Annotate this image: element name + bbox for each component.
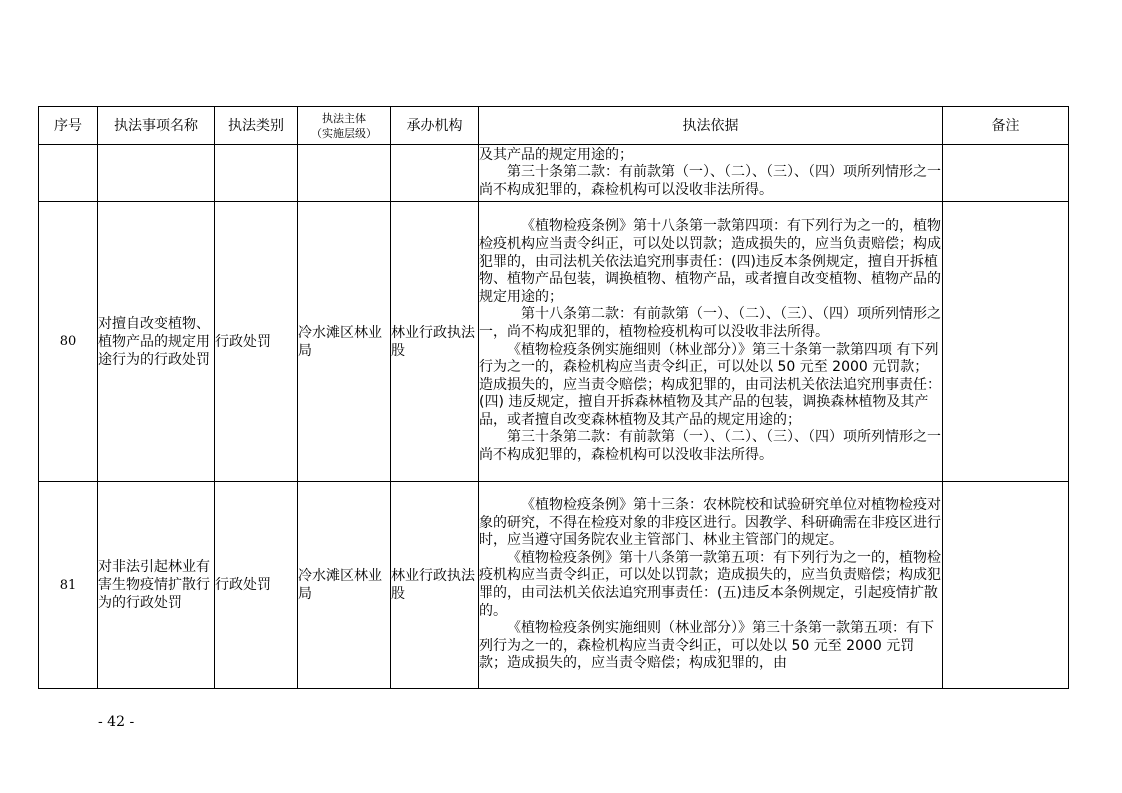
table-row bbox=[39, 145, 1069, 202]
row-subject: 冷水滩区林业局 bbox=[298, 482, 391, 689]
row-seq: 80 bbox=[39, 202, 98, 482]
basis-paragraph: 第三十条第二款：有前款第（一）、（二）、（三）、（四）项所列情形之一尚不构成犯罪的，森检机构可以没收非法所得。 bbox=[479, 429, 941, 464]
row-name: 对擅自改变植物、植物产品的规定用途行为的行政处罚 bbox=[98, 202, 215, 482]
header-subject-line2: （实施层级） bbox=[311, 126, 377, 140]
table-row bbox=[39, 482, 1069, 689]
row-basis bbox=[479, 482, 943, 689]
table-row bbox=[39, 202, 1069, 482]
row-basis bbox=[479, 202, 943, 482]
row-category: 行政处罚 bbox=[215, 482, 298, 689]
row-category bbox=[215, 145, 298, 202]
header-row bbox=[39, 107, 1069, 145]
header-subject bbox=[298, 107, 391, 145]
basis-paragraph: 第三十条第二款：有前款第（一）、（二）、（三）、（四）项所列情形之一尚不构成犯罪的，森检机构可以没收非法所得。 bbox=[479, 164, 941, 198]
basis-paragraph: 《植物检疫条例》第十三条：农林院校和试验研究单位对植物检疫对象的研究，不得在检疫对象的非疫区进行。因教学、科研确需在非疫区进行时，应当遵守国务院农业主管部门、林业主管部门的规定。 bbox=[479, 497, 941, 549]
header-basis: 执法依据 bbox=[479, 107, 943, 145]
row-name bbox=[98, 145, 215, 202]
row-category: 行政处罚 bbox=[215, 202, 298, 482]
row-subject bbox=[298, 145, 391, 202]
row-remark bbox=[943, 202, 1069, 482]
header-subject-line1: 执法主体 bbox=[322, 111, 366, 125]
row-subject: 冷水滩区林业局 bbox=[298, 202, 391, 482]
page-number: - 42 - bbox=[98, 714, 135, 730]
basis-paragraph: 第十八条第二款：有前款第（一）、（二）、（三）、（四）项所列情形之一，尚不构成犯罪的，植物检疫机构可以没收非法所得。 bbox=[479, 306, 941, 340]
header-org: 承办机构 bbox=[391, 107, 479, 145]
row-name: 对非法引起林业有害生物疫情扩散行为的行政处罚 bbox=[98, 482, 215, 689]
row-org bbox=[391, 145, 479, 202]
header-category: 执法类别 bbox=[215, 107, 298, 145]
basis-paragraph: 《植物检疫条例》第十八条第一款第五项：有下列行为之一的，植物检疫机构应当责令纠正，可以处以罚款；造成损失的，应当负责赔偿；构成犯罪的，由司法机关依法追究刑事责任：(五)违反本条例规定，引起疫情扩散的。 bbox=[479, 549, 941, 619]
row-basis bbox=[479, 145, 943, 202]
row-remark bbox=[943, 145, 1069, 202]
row-remark bbox=[943, 482, 1069, 689]
row-seq: 81 bbox=[39, 482, 98, 689]
basis-paragraph: 及其产品的规定用途的； bbox=[479, 146, 633, 163]
row-org: 林业行政执法股 bbox=[391, 202, 479, 482]
header-remark: 备注 bbox=[943, 107, 1069, 145]
header-name: 执法事项名称 bbox=[98, 107, 215, 145]
header-seq: 序号 bbox=[39, 107, 98, 145]
enforcement-table bbox=[38, 106, 1069, 689]
basis-paragraph: 《植物检疫条例实施细则（林业部分）》第三十条第一款第五项：有下列行为之一的，森检机构应当责令纠正，可以处以 50 元至 2000 元罚款；造成损失的，应当责令赔偿；构成犯罪的，由 bbox=[479, 620, 934, 672]
basis-paragraph: 《植物检疫条例实施细则（林业部分）》第三十条第一款第四项 有下列行为之一的，森检机构应当责令纠正，可以处以 50 元至 2000 元罚款；造成损失的，应当责令赔偿；构成犯罪的，由司法机关依法追究刑事责任：(四) 违反规定，擅自开拆森林植物及其产品的包装，调换森林植物及其产品，或者擅自改变森林植物及其产品的规定用途的； bbox=[479, 341, 941, 428]
row-seq bbox=[39, 145, 98, 202]
row-org: 林业行政执法股 bbox=[391, 482, 479, 689]
basis-paragraph: 《植物检疫条例》第十八条第一款第四项：有下列行为之一的，植物检疫机构应当责令纠正，可以处以罚款；造成损失的，应当负责赔偿；构成犯罪的，由司法机关依法追究刑事责任：(四)违反本条例规定，擅自开拆植物、植物产品包装，调换植物、植物产品，或者擅自改变植物、植物产品的规定用途的； bbox=[479, 218, 941, 305]
